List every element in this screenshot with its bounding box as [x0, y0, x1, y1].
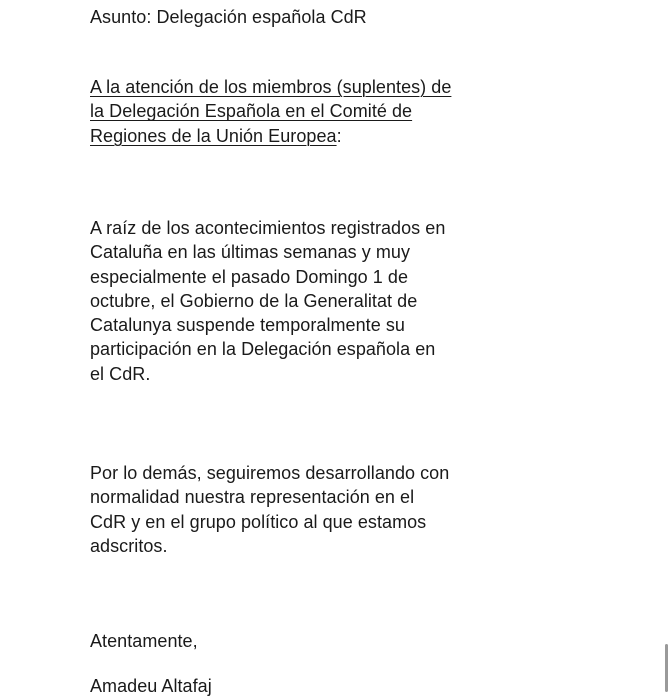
- signature-name: Amadeu Altafaj: [90, 676, 212, 696]
- attention-line: [90, 75, 480, 148]
- subject-line: [90, 5, 480, 29]
- signature: [90, 674, 480, 698]
- paragraph-line: Catalunya suspende temporalmente su: [90, 315, 405, 336]
- paragraph-line: participación en la Delegación española en: [90, 339, 436, 360]
- paragraph-line: octubre, el Gobierno de la Generalitat de: [90, 290, 418, 311]
- subject-text: Asunto: Delegación española CdR: [90, 7, 367, 27]
- closing: [90, 629, 480, 653]
- vertical-scrollbar[interactable]: [665, 644, 668, 692]
- body-paragraph-2: [90, 461, 480, 558]
- attention-colon: :: [336, 125, 342, 146]
- closing-text: Atentamente,: [90, 631, 198, 651]
- paragraph-line: normalidad nuestra representación en el: [90, 487, 415, 508]
- paragraph-line: Cataluña en las últimas semanas y muy: [90, 242, 410, 263]
- paragraph-line: adscritos.: [90, 535, 168, 556]
- attention-line-3: Regiones de la Unión Europea: [90, 125, 337, 146]
- body-paragraph-1: [90, 216, 480, 386]
- paragraph-line: especialmente el pasado Domingo 1 de: [90, 266, 409, 287]
- paragraph-line: CdR y en el grupo político al que estamos: [90, 511, 427, 532]
- attention-line-2: la Delegación Española en el Comité de: [90, 101, 413, 122]
- paragraph-line: A raíz de los acontecimientos registrados en: [90, 218, 446, 238]
- paragraph-line: Por lo demás, seguiremos desarrollando con: [90, 463, 450, 483]
- paragraph-line: el CdR.: [90, 363, 151, 384]
- attention-line-1: A la atención de los miembros (suplentes) de: [90, 77, 452, 97]
